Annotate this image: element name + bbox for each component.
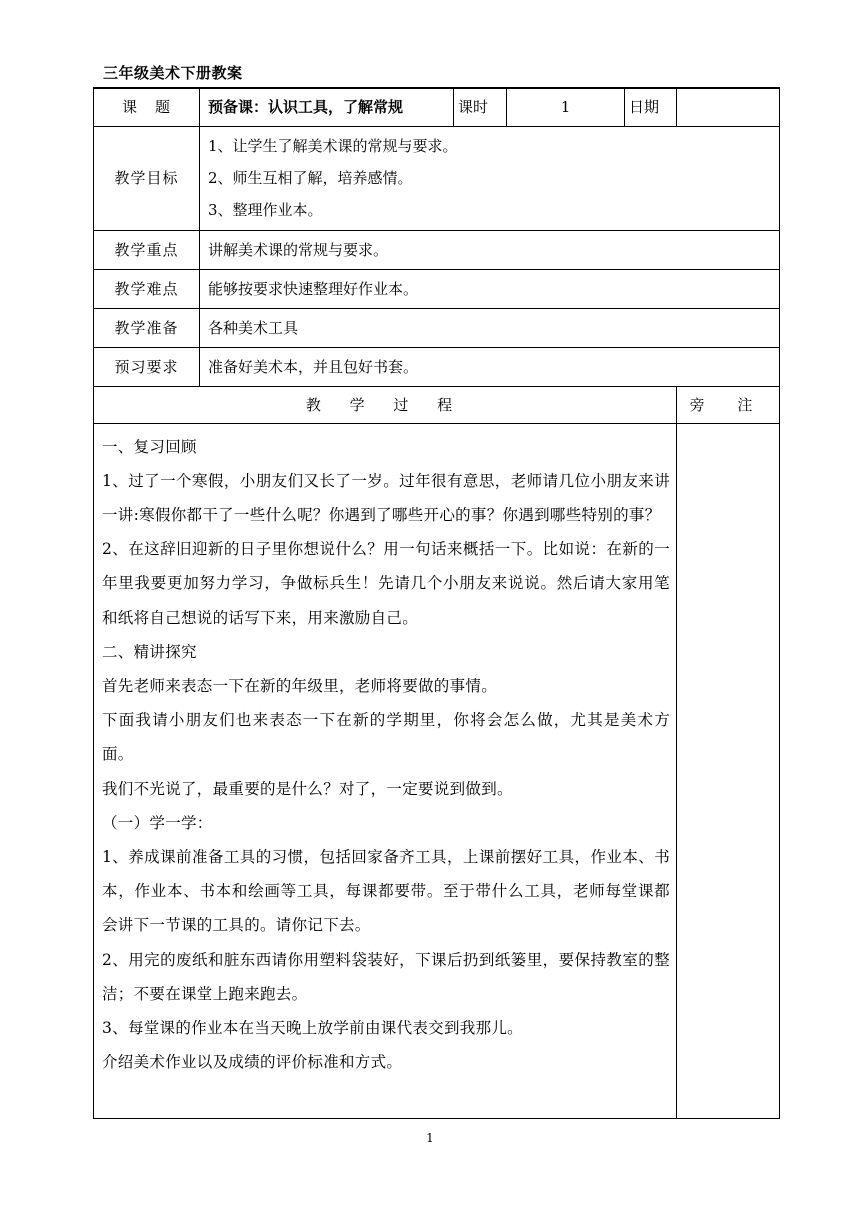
- date-label: 日期: [625, 88, 677, 126]
- document-title: 三年级美术下册教案: [103, 64, 243, 82]
- process-line: 介绍美术作业以及成绩的评价标准和方式。: [102, 1053, 403, 1072]
- process-line: 下面我请小朋友们也来表态一下在新的学期里，你将会怎么做，尤其是美术方面。: [102, 711, 670, 764]
- process-line: 3、每堂课的作业本在当天晚上放学前由课代表交到我那儿。: [102, 1018, 523, 1037]
- page-number: 1: [426, 1131, 434, 1145]
- process-line: 1、养成课前准备工具的习惯，包括回家备齐工具，上课前摆好工具，作业本、书本，作业本、书本和绘画等工具，每课都要带。至于带什么工具，老师每堂课都会讲下一节课的工具的。请你记下去。: [102, 847, 670, 935]
- process-body-row: [94, 423, 780, 1118]
- topic-label-cell: [94, 88, 200, 126]
- notes-heading: 旁 注: [677, 386, 780, 423]
- topic-value: 预备课：认识工具，了解常规: [200, 88, 454, 126]
- hours-label: 课时: [454, 88, 507, 126]
- process-line: 二、精讲探究: [102, 642, 197, 661]
- focus-row: [94, 230, 780, 269]
- topic-label-part-a: 课: [122, 98, 139, 117]
- process-content: [94, 423, 677, 1118]
- focus-label: 教学重点: [94, 230, 200, 269]
- preview-label: 预习要求: [94, 347, 200, 386]
- process-line: 2、用完的废纸和脏东西请你用塑料袋装好，下课后扔到纸篓里，要保持教室的整洁；不要在课堂上跑来跑去。: [102, 950, 670, 1003]
- difficulty-value: 能够按要求快速整理好作业本。: [200, 269, 780, 308]
- process-line: 首先老师来表态一下在新的年级里，老师将要做的事情。: [102, 676, 498, 695]
- process-line: 一、复习回顾: [102, 437, 197, 456]
- focus-value: 讲解美术课的常规与要求。: [200, 230, 780, 269]
- process-heading: 教 学 过 程: [94, 386, 677, 423]
- process-line: 1、过了一个寒假，小朋友们又长了一岁。过年很有意思，老师请几位小朋友来讲一讲:寒假你都干了一些什么呢？你遇到了哪些开心的事？你遇到哪些特别的事？: [102, 471, 670, 524]
- prep-value: 各种美术工具: [200, 308, 780, 347]
- prep-label: 教学准备: [94, 308, 200, 347]
- difficulty-label: 教学难点: [94, 269, 200, 308]
- goal-item: 1、让学生了解美术课的常规与要求。: [208, 137, 458, 155]
- difficulty-row: [94, 269, 780, 308]
- goals-label: 教学目标: [94, 126, 200, 230]
- process-line: （一）学一学：: [102, 813, 213, 832]
- lesson-plan-table: [93, 87, 780, 1119]
- goal-item: 2、师生互相了解，培养感情。: [208, 169, 413, 187]
- preview-row: [94, 347, 780, 386]
- date-value: [677, 88, 780, 126]
- preview-value: 准备好美术本，并且包好书套。: [200, 347, 780, 386]
- goals-list: [200, 126, 780, 230]
- topic-label-part-b: 题: [154, 98, 171, 117]
- notes-content: [677, 423, 780, 1118]
- process-header-row: [94, 386, 780, 423]
- goal-item: 3、整理作业本。: [208, 201, 323, 219]
- topic-row: [94, 88, 780, 126]
- goals-row: [94, 126, 780, 230]
- prep-row: [94, 308, 780, 347]
- hours-value: 1: [507, 88, 625, 126]
- process-line: 2、在这辞旧迎新的日子里你想说什么？用一句话来概括一下。比如说：在新的一年里我要更加努力学习，争做标兵生！先请几个小朋友来说说。然后请大家用笔和纸将自己想说的话写下来，用来激励自己。: [102, 540, 670, 627]
- process-line: 我们不光说了，最重要的是什么？对了，一定要说到做到。: [102, 779, 513, 798]
